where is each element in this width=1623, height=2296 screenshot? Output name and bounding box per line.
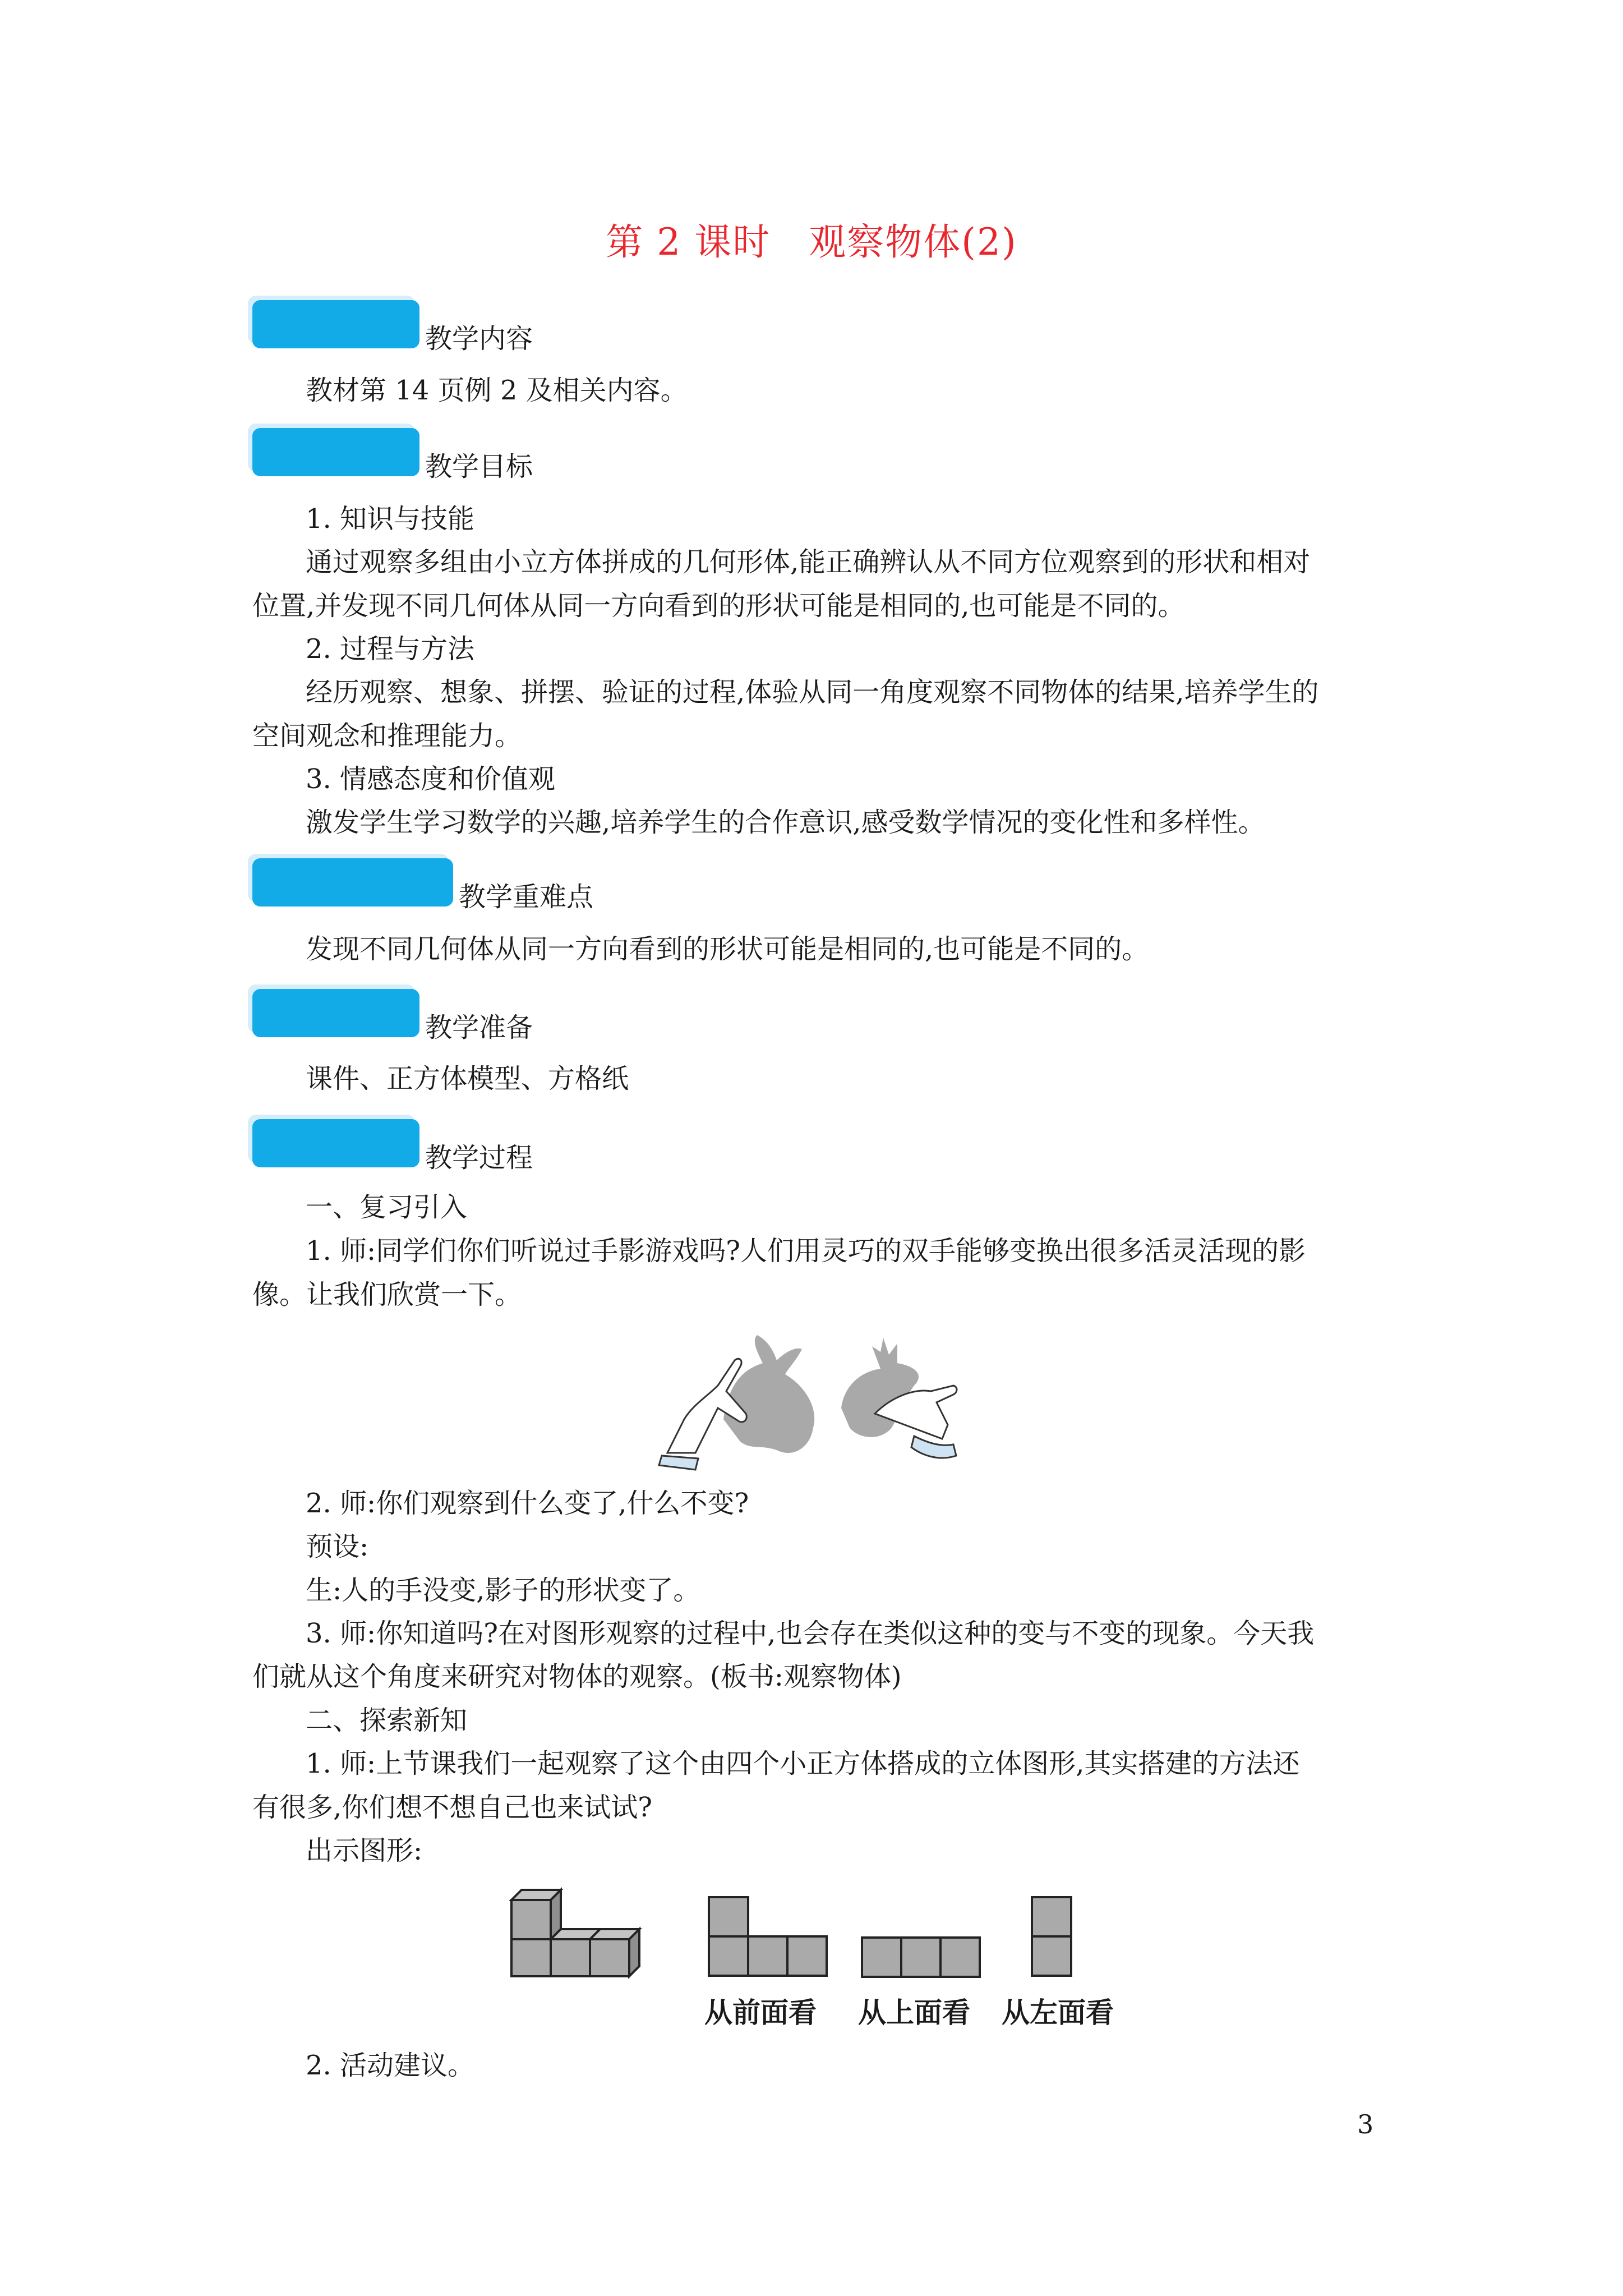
part-heading: 二、探索新知 [306,1705,468,1736]
section-label: 教学重难点 [459,881,594,913]
goal-line: 位置,并发现不同几何体从同一方向看到的形状可能是相同的,也可能是不同的。 [252,590,1185,622]
prep-text: 课件、正方体模型、方格纸 [306,1063,629,1094]
top-view-grid [861,1936,984,1978]
goal-heading: 1. 知识与技能 [306,503,475,535]
section-tab [252,300,419,348]
paragraph-line: 出示图形: [306,1835,423,1866]
paragraph-line: 2. 活动建议。 [306,2050,475,2081]
paragraph-line: 们就从这个角度来研究对物体的观察。(板书:观察物体) [252,1661,902,1692]
section-label: 教学目标 [425,451,533,482]
key-points-text: 发现不同几何体从同一方向看到的形状可能是相同的,也可能是不同的。 [306,933,1149,965]
left-view-label: 从左面看 [1002,1996,1114,2029]
goal-line: 通过观察多组由小立方体拼成的几何形体,能正确辨认从不同方位观察到的形状和相对 [306,546,1311,578]
paragraph-line: 1. 师:上节课我们一起观察了这个由四个小正方体搭成的立体图形,其实搭建的方法还 [306,1748,1300,1779]
paragraph-line: 像。让我们欣赏一下。 [252,1279,522,1310]
front-view-label: 从前面看 [704,1996,817,2029]
top-view-label: 从上面看 [858,1996,970,2029]
section-label: 教学内容 [425,323,533,355]
section-tab [252,428,419,476]
cube-stack [511,1890,639,1976]
section-tab [252,1119,419,1167]
left-view-grid [1031,1896,1075,1977]
page-number: 3 [1357,2109,1374,2139]
paragraph-line: 预设: [306,1531,369,1562]
goal-heading: 3. 情感态度和价值观 [306,763,556,795]
goal-line: 激发学生学习数学的兴趣,培养学生的合作意识,感受数学情况的变化性和多样性。 [306,807,1265,838]
page-title: 第 2 课时 观察物体(2) [606,220,1017,264]
section-tab [252,858,453,907]
paragraph-line: 有很多,你们想不想自己也来试试? [252,1792,652,1823]
paragraph-line: 生:人的手没变,影子的形状变了。 [306,1575,700,1606]
hand-shadow-illustration [651,1329,987,1470]
paragraph-line: 1. 师:同学们你们听说过手影游戏吗?人们用灵巧的双手能够变换出很多活灵活现的影 [306,1235,1306,1267]
goal-line: 空间观念和推理能力。 [252,720,522,752]
section-label: 教学过程 [425,1142,533,1174]
front-view-grid [708,1896,830,1977]
section-label: 教学准备 [425,1012,533,1043]
content-text: 教材第 14 页例 2 及相关内容。 [306,375,688,406]
section-tab [252,989,419,1037]
part-heading: 一、复习引入 [306,1191,468,1223]
rabbit-shadow [723,1335,814,1453]
goal-heading: 2. 过程与方法 [306,633,475,665]
cube-3d-figure [511,1882,646,1977]
goal-line: 经历观察、想象、拼摆、验证的过程,体验从同一角度观察不同物体的结果,培养学生的 [306,677,1319,708]
paragraph-line: 2. 师:你们观察到什么变了,什么不变? [306,1488,749,1519]
hands-left [659,1359,746,1470]
paragraph-line: 3. 师:你知道吗?在对图形观察的过程中,也会存在类似这种的变与不变的现象。今天我 [306,1618,1315,1649]
